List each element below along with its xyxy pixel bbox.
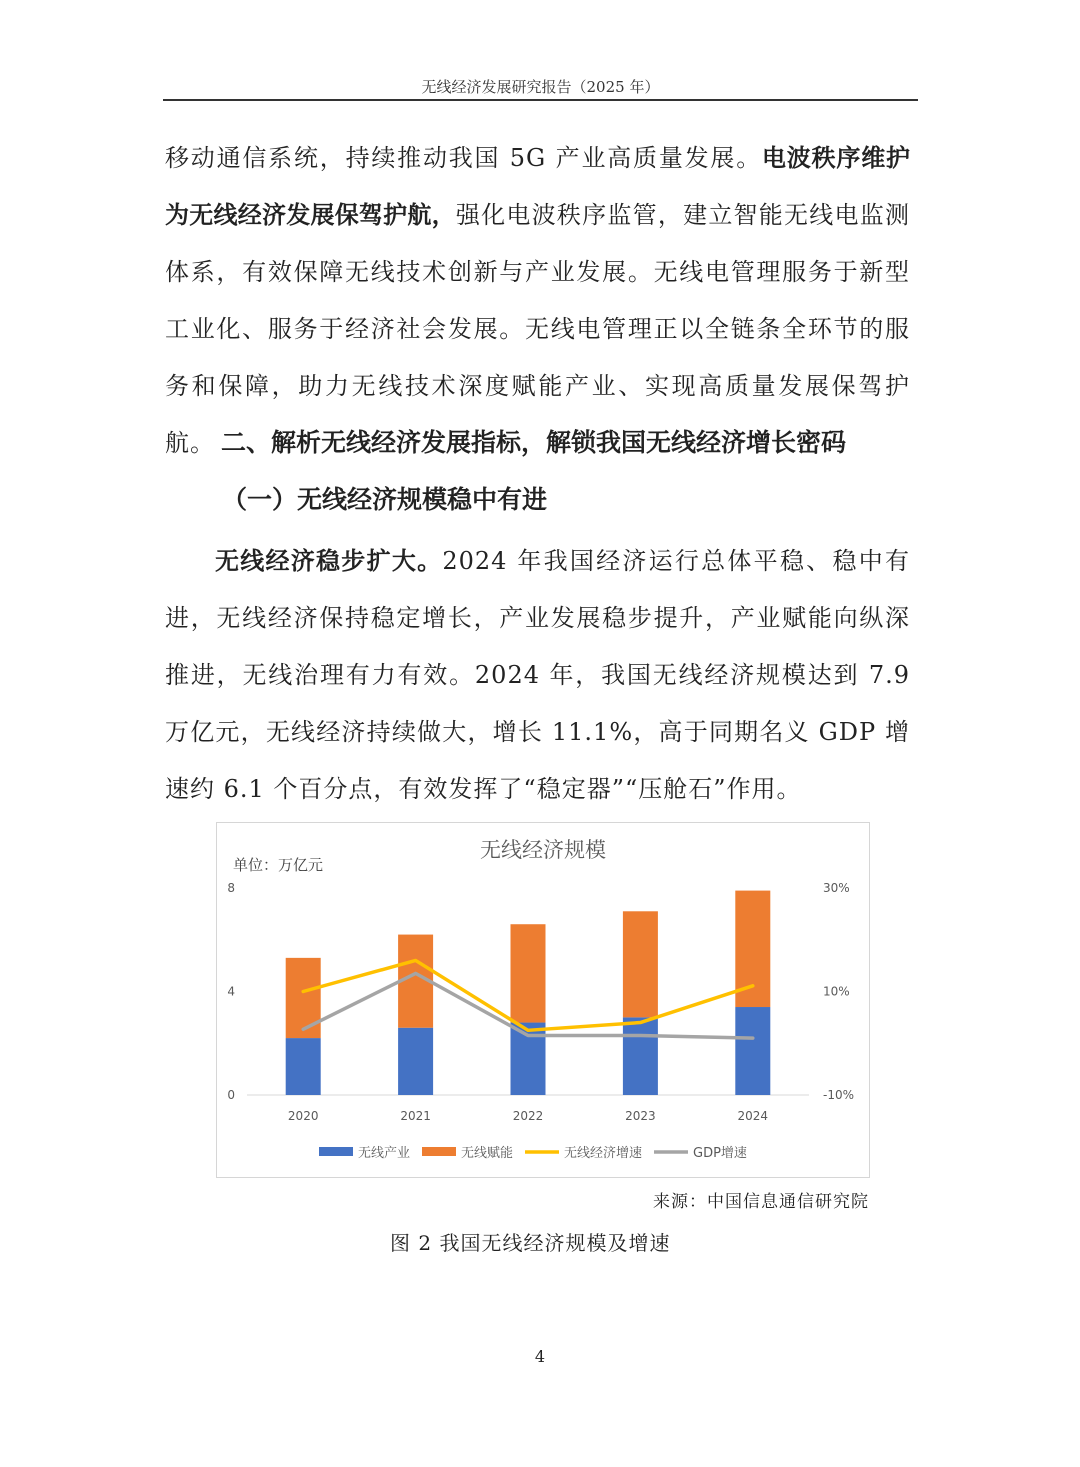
legend-label: 无线赋能 [461, 1146, 514, 1161]
bar-无线产业-2021 [398, 1028, 433, 1095]
legend-label: 无线经济增速 [564, 1146, 643, 1161]
legend-swatch [319, 1147, 353, 1156]
bar-无线赋能-2022 [511, 924, 546, 1022]
left-tick-label: 4 [227, 984, 235, 999]
bar-无线产业-2023 [623, 1017, 658, 1095]
chart-container [216, 822, 870, 1178]
legend-label: GDP增速 [693, 1146, 747, 1161]
bar-无线产业-2020 [286, 1038, 321, 1095]
running-header: 无线经济发展研究报告（2025 年） [421, 78, 660, 96]
right-axis-ticks [823, 881, 854, 1102]
chart-title: 无线经济规模 [480, 838, 606, 862]
bar-group [286, 891, 771, 1095]
left-axis-ticks [227, 881, 235, 1102]
page-number: 4 [534, 1347, 546, 1366]
left-tick-label: 8 [227, 881, 235, 895]
bar-无线产业-2024 [735, 1007, 770, 1095]
paragraph-1-text-b: 强化电波秩序监管，建立智能无线电监测体系，有效保障无线技术创新与产业发展。无线电管理服务于新型工业化、服务于经济社会发展。无线电管理正以全链条全环节的服务和保障，助力无线技术深度赋能产业、实现高质量发展保驾护航。 [165, 201, 911, 457]
figure-source: 来源：中国信息通信研究院 [653, 1192, 869, 1212]
right-tick-label: 30% [823, 881, 850, 895]
x-axis-labels [288, 1109, 768, 1123]
chart-unit-label: 单位：万亿元 [233, 856, 324, 874]
x-tick-label: 2022 [512, 1109, 544, 1123]
bar-无线产业-2022 [511, 1023, 546, 1095]
paragraph-2-bold: 无线经济稳步扩大。 [215, 547, 443, 575]
header-rule [163, 99, 918, 101]
x-tick-label: 2024 [737, 1109, 769, 1123]
legend-swatch [422, 1147, 456, 1156]
right-tick-label: -10% [823, 1088, 855, 1102]
bar-无线赋能-2020 [286, 958, 321, 1038]
paragraph-2-text: 2024 年我国经济运行总体平稳、稳中有进，无线经济保持稳定增长，产业发展稳步提升，产业赋能向纵深推进，无线治理有力有效。2024 年，我国无线经济规模达到 7.9 万亿元，无线经济持续做大，增长 11.1%，高于同期名义 GDP 增速约 6.1 个百分点，有效发挥了“稳定器”“压舱石”作用。 [165, 547, 910, 803]
chart-legend [319, 1145, 747, 1161]
subsection-heading: （一）无线经济规模稳中有进 [222, 485, 548, 514]
paragraph-1-bold: 电波秩序维护为无线经济发展保驾护航， [165, 144, 910, 229]
section-heading: 二、解析无线经济发展指标，解锁我国无线经济增长密码 [221, 428, 847, 457]
legend-label: 无线产业 [358, 1146, 411, 1161]
bar-无线赋能-2023 [623, 911, 658, 1017]
x-tick-label: 2021 [400, 1109, 431, 1123]
x-tick-label: 2023 [625, 1109, 656, 1123]
figure-caption: 图 2 我国无线经济规模及增速 [390, 1231, 671, 1255]
right-tick-label: 10% [823, 984, 850, 999]
left-tick-label: 0 [227, 1088, 235, 1102]
wireless-economy-chart [217, 823, 869, 1177]
x-tick-label: 2020 [287, 1109, 319, 1123]
paragraph-1-text-a: 移动通信系统，持续推动我国 5G 产业高质量发展。 [165, 144, 763, 172]
paragraph-2 [165, 533, 910, 818]
